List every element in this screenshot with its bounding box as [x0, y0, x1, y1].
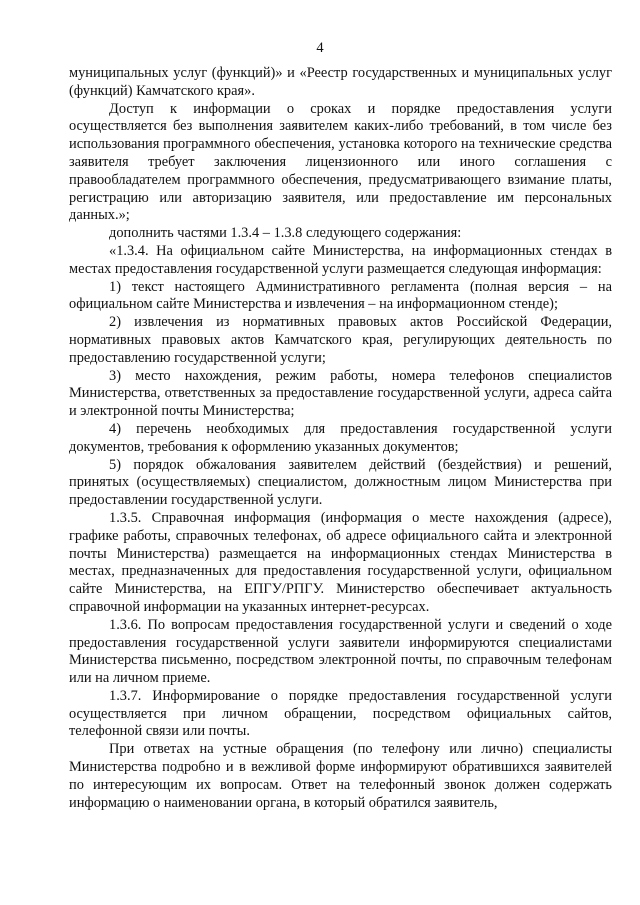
paragraph: Доступ к информации о сроках и порядке предоставления услуги осуществляется без выполнения заявителем каких-либо требований, в том числе без использования программного обеспечения, установка которого на технические средства заявителя требует заключения лицензионного или иного соглашения с правообладателем программного обеспечения, предусматривающего взимание платы, регистрацию или авторизацию заявителя, или предоставление им персональных данных.»;: [69, 100, 612, 224]
document-body: [69, 65, 612, 812]
paragraph: При ответах на устные обращения (по телефону или лично) специалисты Министерства подробно и в вежливой форме информируют обратившихся заявителей по интересующим их вопросам. Ответ на телефонный звонок должен содержать информацию о наименовании органа, в который обратился заявитель,: [69, 741, 612, 811]
list-item: 1) текст настоящего Административного регламента (полная версия – на официальном сайте Министерства и извлечения – на информационном стенде);: [69, 278, 612, 313]
paragraph: 1.3.6. По вопросам предоставления государственной услуги и сведений о ходе предоставления государственной услуги заявители информируются специалистами Министерства письменно, посредством электронной почты, по справочным телефонам или на личном приеме.: [69, 616, 612, 687]
list-item: 2) извлечения из нормативных правовых актов Российской Федерации, нормативных правовых актов Камчатского края, регулирующих деятельность по предоставлению государственной услуги;: [69, 314, 612, 366]
paragraph: муниципальных услуг (функций)» и «Реестр государственных и муниципальных услуг (функций) Камчатского края».: [69, 65, 612, 99]
paragraph: 1.3.5. Справочная информация (информация о месте нахождения (адресе), графике работы, справочных телефонах, об адресе официального сайта и электронной почты Министерства) размещается на информационных стендах Министерства в местах, предназначенных для предоставления государственной услуги, официальном сайте Министерства, на ЕПГУ/РПГУ. Министерство обеспечивает актуальность справочной информации на указанных интернет-ресурсах.: [69, 509, 612, 615]
list-item: 5) порядок обжалования заявителем действий (бездействия) и решений, принятых (осуществляемых) специалистом, должностным лицом Министерства при предоставлении государственной услуги.: [69, 456, 612, 509]
paragraph: 1.3.7. Информирование о порядке предоставления государственной услуги осуществляется при личном обращении, посредством официальных сайтов, телефонной связи или почты.: [69, 687, 612, 740]
list-item: 4) перечень необходимых для предоставления государственной услуги документов, требования к оформлению указанных документов;: [69, 420, 612, 455]
paragraph: дополнить частями 1.3.4 – 1.3.8 следующего содержания:: [109, 225, 462, 242]
paragraph: «1.3.4. На официальном сайте Министерства, на информационных стендах в местах предоставления государственной услуги размещается следующая информация:: [69, 242, 612, 277]
page-number: 4: [316, 40, 324, 56]
list-item: 3) место нахождения, режим работы, номера телефонов специалистов Министерства, ответственных за предоставление государственной услуги, адреса сайта и электронной почты Министерства;: [69, 367, 612, 420]
